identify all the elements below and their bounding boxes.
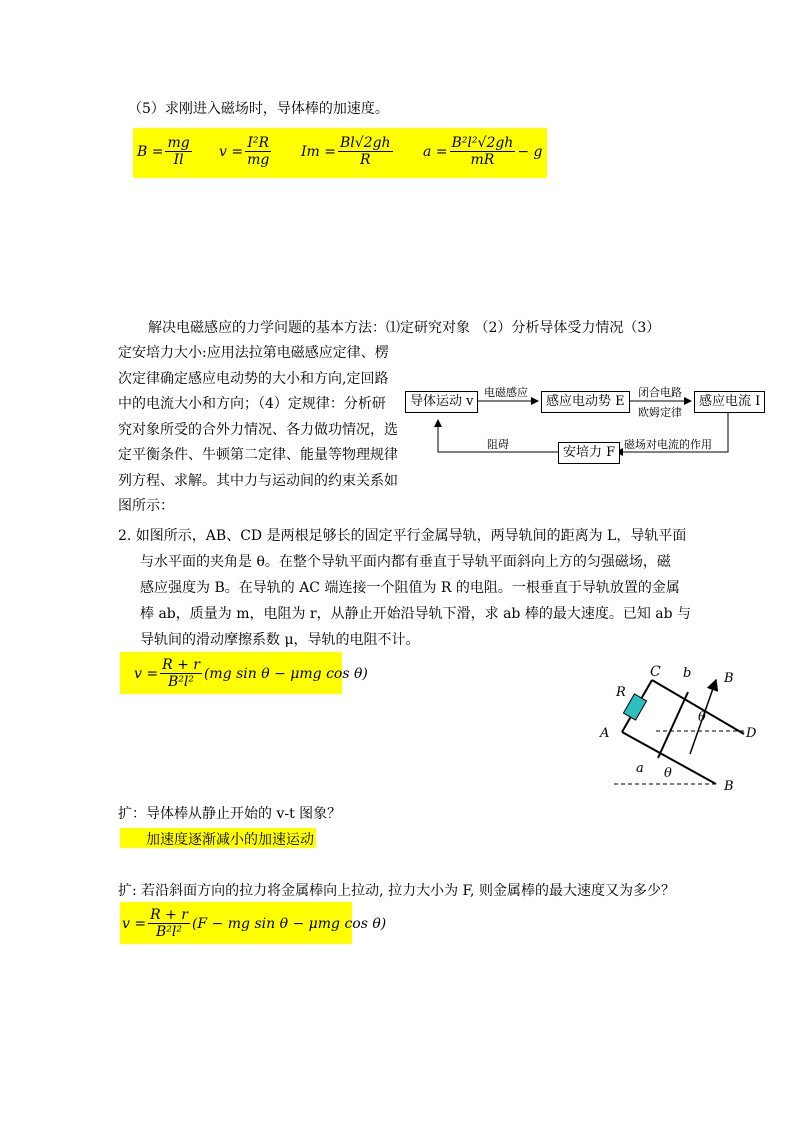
flow-box-current: 感应电流 I	[694, 391, 765, 413]
flow-arrow-ohm-law: 欧姆定律	[638, 406, 682, 419]
ext2-question: 扩: 若沿斜面方向的拉力将金属棒向上拉动, 拉力大小为 F, 则金属棒的最大速度又为多少？	[118, 883, 675, 899]
method-line-6: 定平衡条件、牛顿第二定律、能量等物理规律	[118, 447, 398, 463]
figure-label-B-rail: B	[724, 779, 734, 794]
figure-label-B-field: B	[724, 671, 734, 686]
problem2-line-3: 感应强度为 B。在导轨的 AC 端连接一个阻值为 R 的电阻。一根垂直于导轨放置的金属	[140, 580, 680, 596]
flow-box-emf: 感应电动势 E	[541, 391, 630, 413]
flow-box-ampere-force: 安培力 F	[558, 442, 620, 464]
problem2-line-5: 导轨间的滑动摩擦系数 μ，导轨的电阻不计。	[140, 632, 420, 648]
problem2-answer-box	[120, 652, 368, 694]
figure-label-theta-1: θ	[698, 710, 706, 725]
ext1-question: 扩：导体棒从静止开始的 v-t 图象？	[118, 806, 342, 822]
method-line-5: 究对象所受的合外力情况、各力做功情况，选	[118, 422, 398, 438]
method-line-2: 定安培力大小:应用法拉第电磁感应定律、楞	[118, 345, 389, 361]
figure-label-C: C	[650, 664, 661, 680]
method-line-3: 次定律确定感应电动势的大小和方向,定回路	[118, 371, 389, 387]
answer-a: a = $\frac{\text{B²l²√2gh}}{mR}$ − g	[423, 135, 543, 168]
method-line-7: 列方程、求解。其中力与运动间的约束关系如	[118, 473, 398, 489]
rail-figure	[596, 662, 766, 798]
flow-arrow-closed-circuit: 闭合电路	[638, 386, 682, 399]
figure-label-b: b	[683, 666, 692, 681]
figure-label-R: R	[616, 685, 626, 700]
problem2-answer-tail: (mg sin θ − μmg cos θ)	[203, 665, 368, 682]
flow-back-arrow-field: 磁场对电流的作用	[624, 438, 712, 451]
method-line-8: 图所示：	[118, 498, 174, 514]
q5-label: （5）求刚进入磁场时，导体棒的加速度。	[128, 101, 389, 117]
problem2-answer-lhs: v =	[134, 665, 159, 682]
figure-label-theta-2: θ	[664, 766, 672, 781]
figure-label-D: D	[746, 726, 757, 741]
ext2-answer-lhs: v =	[122, 915, 147, 932]
problem2-answer-num: R + r	[162, 657, 200, 673]
method-line-4: 中的电流大小和方向；（4）定规律：分析研	[118, 396, 386, 412]
flow-box-motion: 导体运动 v	[405, 391, 478, 413]
flow-back-arrow-oppose: 阻碍	[487, 438, 509, 451]
q5-answer-box	[133, 128, 547, 178]
ext2-answer-num: R + r	[150, 907, 188, 923]
problem2-line-1: 2. 如图所示，AB、CD 是两根足够长的固定平行金属导轨，两导轨间的距离为 L，导轨平面	[118, 528, 687, 544]
ext2-answer-box	[120, 902, 387, 944]
problem2-answer-den: B²l²	[168, 674, 195, 690]
figure-label-A: A	[600, 726, 610, 741]
problem2-line-2: 与水平面的夹角是 θ。在整个导轨平面内都有垂直于导轨平面斜向上方的匀强磁场，磁	[140, 554, 671, 570]
answer-Im: Im = $\frac{Bl√2gh}{R}$	[301, 135, 391, 168]
ext2-answer-den: B²l²	[156, 924, 183, 940]
problem2-line-4: 棒 ab，质量为 m，电阻为 r，从静止开始沿导轨下滑，求 ab 棒的最大速度。已知 ab 与	[140, 606, 692, 622]
ext1-answer: 加速度逐渐减小的加速运动	[146, 832, 314, 848]
flow-arrow-induction: 电磁感应	[484, 386, 528, 399]
ext2-answer-tail: (F − mg sin θ − μmg cos θ)	[191, 915, 387, 932]
answer-B: B = $\frac{mg}{Il}$	[137, 135, 190, 168]
method-line-1: 解决电磁感应的力学问题的基本方法：⑴定研究对象 （2）分析导体受力情况（3）	[148, 320, 661, 336]
answer-v: v = $\frac{\text{I²R}}{mg}$	[219, 135, 270, 168]
figure-label-a: a	[636, 761, 644, 776]
